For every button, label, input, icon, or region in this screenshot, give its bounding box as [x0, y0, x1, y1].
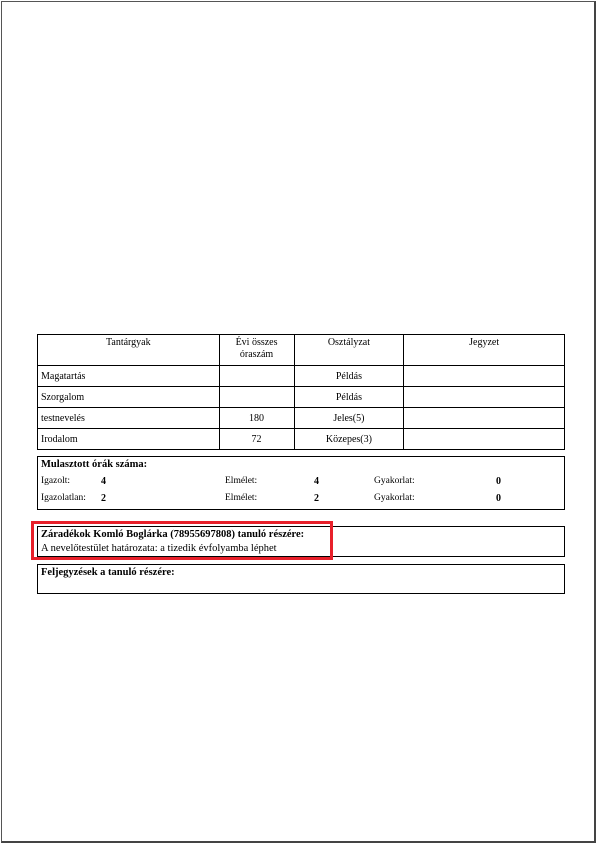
note-cell [404, 387, 565, 408]
hours-cell: 72 [219, 429, 294, 450]
unjustified-value: 2 [101, 493, 106, 504]
note-cell [404, 366, 565, 387]
header-subject: Tantárgyak [38, 335, 220, 366]
unjustified-theory-label: Elmélet: [225, 493, 258, 503]
subject-cell: Szorgalom [38, 387, 220, 408]
subject-cell: Irodalom [38, 429, 220, 450]
justified-value: 4 [101, 476, 106, 487]
hours-cell: 180 [219, 408, 294, 429]
justified-practice-value: 0 [496, 476, 501, 487]
unjustified-theory-value: 2 [314, 493, 319, 504]
remarks-text: A nevelőtestület határozata: a tizedik évfolyamba léphet [41, 543, 277, 554]
justified-theory-value: 4 [314, 476, 319, 487]
justified-practice-label: Gyakorlat: [374, 476, 415, 486]
absences-title: Mulasztott órák száma: [41, 459, 148, 470]
header-note: Jegyzet [404, 335, 565, 366]
absences-box [37, 456, 565, 510]
note-cell [404, 429, 565, 450]
table-row [38, 408, 565, 429]
hours-cell [219, 366, 294, 387]
grade-cell: Jeles(5) [294, 408, 404, 429]
grade-cell: Példás [294, 387, 404, 408]
unjustified-practice-value: 0 [496, 493, 501, 504]
header-grade: Osztályzat [294, 335, 404, 366]
table-row [38, 366, 565, 387]
header-hours-line1: Évi összes [235, 337, 278, 348]
header-hours [219, 335, 294, 366]
notes-title: Feljegyzések a tanuló részére: [41, 567, 175, 578]
remarks-title: Záradékok Komló Boglárka (78955697808) tanuló részére: [41, 529, 305, 540]
grade-cell: Közepes(3) [294, 429, 404, 450]
justified-label: Igazolt: [41, 476, 71, 486]
notes-box [37, 564, 565, 594]
subject-cell: Magatartás [38, 366, 220, 387]
grade-cell: Példás [294, 366, 404, 387]
table-row [38, 387, 565, 408]
grades-table [37, 334, 565, 450]
remarks-box [37, 526, 565, 557]
header-hours-line2: óraszám [239, 349, 274, 360]
note-cell [404, 408, 565, 429]
subject-cell: testnevelés [38, 408, 220, 429]
table-row [38, 429, 565, 450]
unjustified-label: Igazolatlan: [41, 493, 86, 503]
unjustified-practice-label: Gyakorlat: [374, 493, 415, 503]
grades-header-row [38, 335, 565, 366]
hours-cell [219, 387, 294, 408]
justified-theory-label: Elmélet: [225, 476, 258, 486]
